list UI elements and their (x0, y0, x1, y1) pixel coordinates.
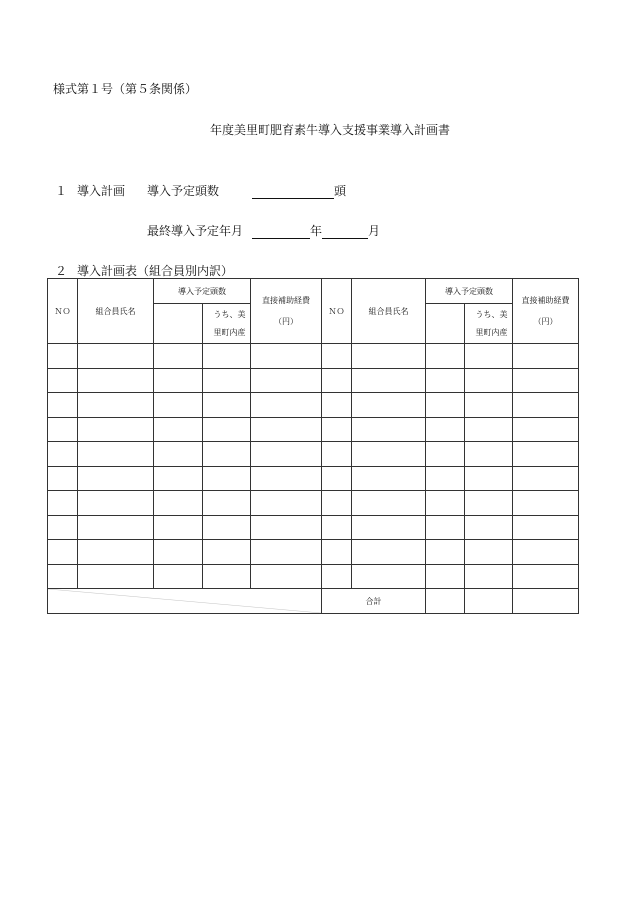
col-local-right (465, 304, 513, 344)
planned-heads-label: 導入予定頭数 (147, 184, 220, 198)
local-line1-right: うち、美 (475, 309, 508, 319)
table-cell[interactable] (154, 368, 203, 393)
table-cell[interactable] (78, 515, 154, 540)
col-name-right: 組合員氏名 (352, 279, 426, 344)
table-cell[interactable] (465, 564, 513, 589)
heads-unit: 頭 (334, 184, 347, 198)
table-cell[interactable] (426, 466, 465, 491)
table-cell[interactable] (251, 442, 322, 467)
table-cell[interactable] (352, 515, 426, 540)
local-line2-right: 里町内産 (475, 327, 508, 337)
table-row (48, 540, 579, 565)
table-cell[interactable] (322, 540, 352, 565)
table-cell[interactable] (513, 344, 579, 369)
table-cell[interactable] (426, 491, 465, 516)
table-cell[interactable] (203, 540, 251, 565)
table-row (48, 368, 579, 393)
table-cell[interactable] (251, 393, 322, 418)
table-cell[interactable] (322, 417, 352, 442)
table-cell[interactable] (251, 368, 322, 393)
table-cell[interactable] (48, 540, 78, 565)
table-cell[interactable] (465, 417, 513, 442)
table-cell[interactable] (78, 368, 154, 393)
table-cell[interactable] (78, 491, 154, 516)
table-row (48, 442, 579, 467)
table-row (48, 515, 579, 540)
table-cell[interactable] (426, 442, 465, 467)
form-number: 様式第１号（第５条関係） (53, 82, 198, 96)
table-cell[interactable] (352, 491, 426, 516)
section2-label: 導入計画表（組合員別内訳） (77, 264, 234, 278)
table-cell[interactable] (513, 393, 579, 418)
heads-total-left (154, 304, 203, 344)
col-subsidy-left (251, 279, 322, 344)
table-cell[interactable] (352, 344, 426, 369)
section1-label: 導入計画 (77, 184, 126, 198)
table-cell[interactable] (322, 344, 352, 369)
table-cell[interactable] (203, 368, 251, 393)
total-row (48, 589, 579, 614)
table-header-row-1 (48, 279, 579, 304)
table-cell[interactable] (465, 466, 513, 491)
table-cell[interactable] (513, 368, 579, 393)
table-cell[interactable] (465, 442, 513, 467)
table-cell[interactable] (322, 491, 352, 516)
table-cell[interactable] (78, 417, 154, 442)
local-line1-left: うち、美 (213, 309, 246, 319)
table-cell[interactable] (78, 466, 154, 491)
table-cell[interactable] (322, 393, 352, 418)
table-row (48, 564, 579, 589)
table-cell[interactable] (154, 466, 203, 491)
table-cell[interactable] (513, 540, 579, 565)
document-title: 年度美里町肥育素牛導入支援事業導入計画書 (210, 123, 451, 137)
table-cell[interactable] (513, 442, 579, 467)
last-date-label: 最終導入予定年月 (147, 224, 244, 238)
table-cell[interactable] (426, 564, 465, 589)
col-name-left: 組合員氏名 (78, 279, 154, 344)
table-cell[interactable] (426, 515, 465, 540)
table-cell[interactable] (48, 515, 78, 540)
table-cell[interactable] (203, 466, 251, 491)
table-cell[interactable] (48, 417, 78, 442)
table-row (48, 393, 579, 418)
col-no-left: ＮＯ (48, 279, 78, 344)
table-cell[interactable] (426, 393, 465, 418)
table-cell[interactable] (203, 393, 251, 418)
table-cell[interactable] (465, 491, 513, 516)
table-row (48, 466, 579, 491)
table-cell[interactable] (78, 442, 154, 467)
table-cell[interactable] (154, 393, 203, 418)
total-blank-cell (48, 589, 322, 614)
table-cell[interactable] (203, 491, 251, 516)
table-cell[interactable] (352, 564, 426, 589)
table-cell[interactable] (352, 417, 426, 442)
table-cell[interactable] (465, 368, 513, 393)
table-cell[interactable] (154, 344, 203, 369)
table-cell[interactable] (465, 515, 513, 540)
subsidy-label-left: 直接補助経費 (262, 296, 310, 305)
subsidy-label-right: 直接補助経費 (521, 296, 570, 305)
table-cell[interactable] (352, 368, 426, 393)
col-subsidy-right (513, 279, 579, 344)
table-cell[interactable] (352, 393, 426, 418)
table-cell[interactable] (78, 540, 154, 565)
table-cell[interactable] (154, 540, 203, 565)
table-cell[interactable] (513, 564, 579, 589)
heads-total-right (426, 304, 465, 344)
col-no-right: ＮＯ (322, 279, 352, 344)
subsidy-unit-left: （円） (274, 317, 298, 326)
table-cell[interactable] (465, 540, 513, 565)
table-cell[interactable] (251, 540, 322, 565)
table-cell[interactable] (48, 393, 78, 418)
total-heads-cell[interactable] (426, 589, 465, 614)
table-cell[interactable] (251, 466, 322, 491)
table-cell[interactable] (154, 442, 203, 467)
table-cell[interactable] (322, 466, 352, 491)
month-unit: 月 (368, 224, 381, 238)
table-cell[interactable] (465, 344, 513, 369)
table-cell[interactable] (352, 466, 426, 491)
diagonal-line (48, 589, 321, 613)
table-cell[interactable] (322, 515, 352, 540)
table-cell[interactable] (251, 344, 322, 369)
section2-number: ２ (55, 264, 68, 278)
subsidy-unit-right: （円） (533, 317, 558, 326)
table-cell[interactable] (203, 515, 251, 540)
table-cell[interactable] (322, 564, 352, 589)
table-cell[interactable] (513, 515, 579, 540)
table-cell[interactable] (154, 417, 203, 442)
planned-heads-field[interactable] (252, 182, 346, 199)
table-cell[interactable] (203, 564, 251, 589)
table-cell[interactable] (513, 417, 579, 442)
total-local-cell[interactable] (465, 589, 513, 614)
table-cell[interactable] (426, 540, 465, 565)
local-line2-left: 里町内産 (213, 327, 246, 337)
section1-number: １ (55, 184, 68, 198)
table-row (48, 344, 579, 369)
table-cell[interactable] (154, 564, 203, 589)
table-cell[interactable] (48, 491, 78, 516)
table-cell[interactable] (78, 564, 154, 589)
table-row (48, 417, 579, 442)
table-cell[interactable] (78, 344, 154, 369)
total-label: 合計 (322, 589, 426, 614)
plan-table (47, 278, 579, 614)
table-cell[interactable] (465, 393, 513, 418)
table-cell[interactable] (352, 442, 426, 467)
table-cell[interactable] (322, 368, 352, 393)
table-cell[interactable] (251, 491, 322, 516)
last-date-field[interactable] (252, 222, 380, 239)
table-cell[interactable] (251, 515, 322, 540)
table-cell[interactable] (78, 393, 154, 418)
col-local-left (203, 304, 251, 344)
table-cell[interactable] (513, 466, 579, 491)
table-cell[interactable] (48, 466, 78, 491)
table-cell[interactable] (426, 368, 465, 393)
table-cell[interactable] (48, 368, 78, 393)
table-cell[interactable] (426, 344, 465, 369)
col-heads-left: 導入予定頭数 (154, 279, 251, 304)
total-subsidy-cell[interactable] (513, 589, 579, 614)
table-cell[interactable] (426, 417, 465, 442)
table-cell[interactable] (203, 442, 251, 467)
table-cell[interactable] (154, 515, 203, 540)
table-cell[interactable] (322, 442, 352, 467)
table-cell[interactable] (352, 540, 426, 565)
col-heads-right: 導入予定頭数 (426, 279, 513, 304)
year-unit: 年 (310, 224, 323, 238)
table-cell[interactable] (251, 417, 322, 442)
table-cell[interactable] (513, 491, 579, 516)
table-cell[interactable] (154, 491, 203, 516)
table-cell[interactable] (48, 564, 78, 589)
table-cell[interactable] (251, 564, 322, 589)
table-cell[interactable] (48, 442, 78, 467)
table-cell[interactable] (203, 417, 251, 442)
table-cell[interactable] (48, 344, 78, 369)
table-cell[interactable] (203, 344, 251, 369)
table-row (48, 491, 579, 516)
